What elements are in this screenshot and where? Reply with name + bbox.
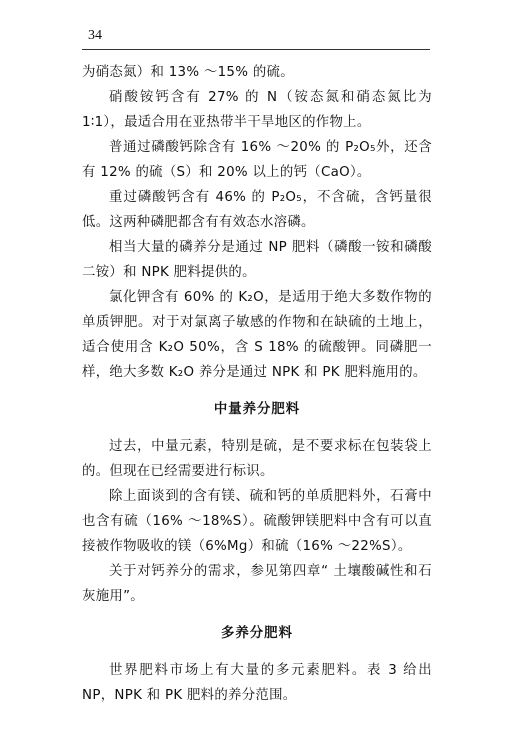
paragraph: 氯化钾含有 60% 的 K₂O，是适用于绝大多数作物的单质钾肥。对于对氯离子敏感的作物和在缺硫的土地上，适合使用含 K₂O 50%，含 S 18% 的硫酸钾。同磷肥一样，绝大多数 K₂O 养分是通过 NPK 和 PK 肥料施用的。 bbox=[82, 290, 432, 380]
section-heading: 中量养分肥料 bbox=[213, 402, 301, 417]
paragraph: 除上面谈到的含有镁、硫和钙的单质肥料外，石膏中也含有硫（16% ～18%S）。硫酸钾镁肥料中含有可以直接被作物吸收的镁（6%Mg）和硫（16% ～22%S）。 bbox=[82, 489, 432, 554]
paragraph: 关于对钙养分的需求，参见第四章“ 土壤酸碱性和石灰施用”。 bbox=[82, 564, 432, 604]
paragraph: 为硝态氮）和 13% ～15% 的硫。 bbox=[82, 65, 294, 80]
paragraph: 相当大量的磷养分是通过 NP 肥料（磷酸一铵和磷酸二铵）和 NPK 肥料提供的。 bbox=[82, 240, 432, 280]
paragraph: 硝酸铵钙含有 27% 的 N（铵态氮和硝态氮比为1∶1），最适合用在亚热带半干旱地区的作物上。 bbox=[82, 90, 432, 130]
paragraph: 重过磷酸钙含有 46% 的 P₂O₅，不含硫，含钙量很低。这两种磷肥都含有有效态水溶磷。 bbox=[82, 190, 432, 230]
paragraph: 世界肥料市场上有大量的多元素肥料。表 3 给出 NP，NPK 和 PK 肥料的养分范围。 bbox=[82, 663, 432, 703]
paragraph: 过去，中量元素，特别是硫，是不要求标在包装袋上的。但现在已经需要进行标识。 bbox=[82, 439, 432, 479]
page-body bbox=[82, 60, 432, 708]
page-number: 34 bbox=[88, 28, 102, 43]
section-heading: 多养分肥料 bbox=[221, 626, 293, 641]
header-rule bbox=[82, 49, 430, 50]
paragraph: 普通过磷酸钙除含有 16% ～20% 的 P₂O₅外，还含有 12% 的硫（S）和 20% 以上的钙（CaO）。 bbox=[82, 140, 432, 180]
